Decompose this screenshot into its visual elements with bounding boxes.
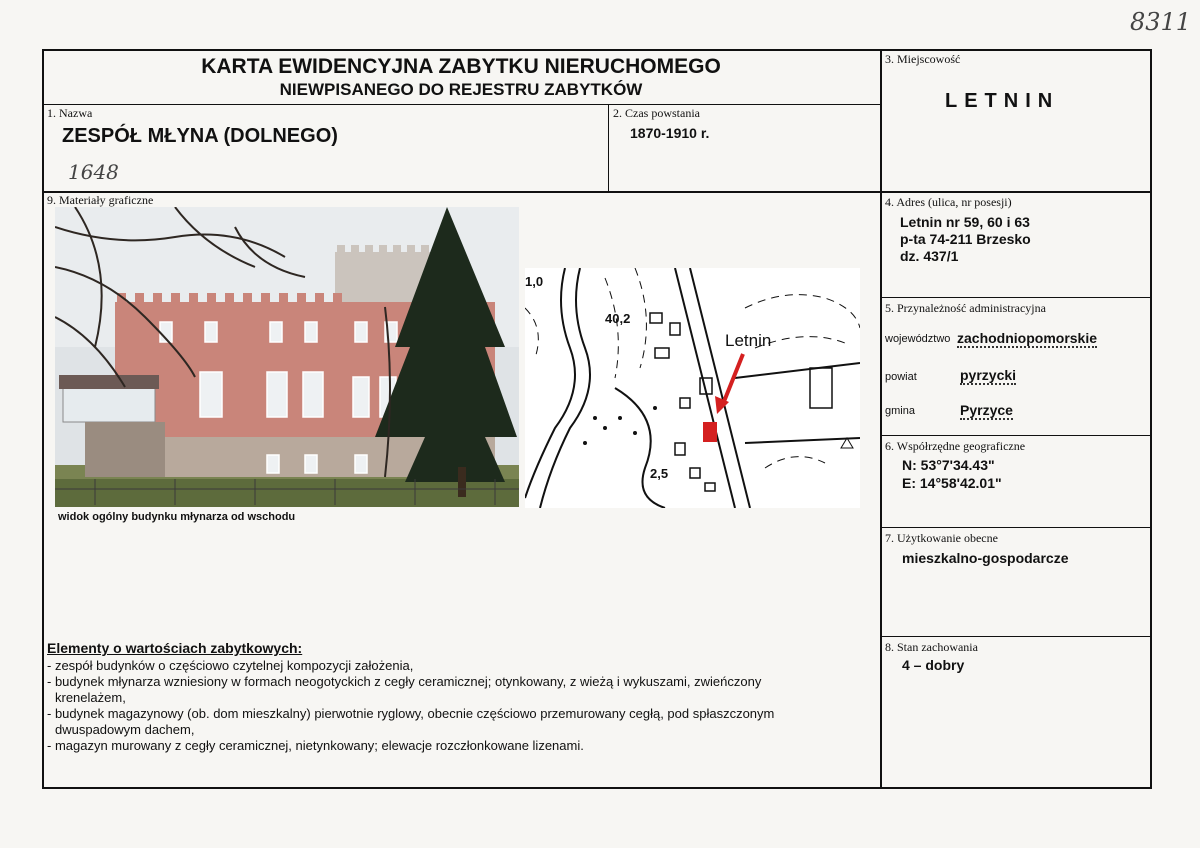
county-value: pyrzycki — [960, 367, 1017, 383]
list-item: - magazyn murowany z cegły ceramicznej, nietynkowany; elewacje rozczłonkowane lizenami. — [47, 738, 584, 753]
coordinate-east: E: 14°58'42.01" — [902, 475, 1002, 491]
name-handwritten-number: 1648 — [68, 160, 119, 184]
heritage-elements-heading: Elementy o wartościach zabytkowych: — [47, 640, 303, 656]
divider — [880, 435, 1152, 436]
usage-label: 7. Użytkowanie obecne — [885, 531, 998, 545]
voivodeship-label: województwo — [885, 333, 951, 345]
divider — [42, 191, 1152, 193]
coordinate-north: N: 53°7'34.43" — [902, 457, 995, 473]
corner-handwritten-number: 8311 — [1130, 8, 1192, 36]
coordinates-label: 6. Współrzędne geograficzne — [885, 439, 1026, 453]
voivodeship-value: zachodniopomorskie — [957, 330, 1098, 346]
divider — [608, 104, 609, 192]
address-line: p-ta 74-211 Brzesko — [900, 231, 1031, 247]
divider — [880, 527, 1152, 528]
map-location-marker — [703, 422, 717, 442]
date-label: 2. Czas powstania — [613, 106, 700, 120]
list-item: - budynek magazynowy (ob. dom mieszkalny) pierwotnie ryglowy, obecnie częściowo przemurowany cegłą, pod spłaszczonym — [47, 706, 775, 721]
graphics-label: 9. Materiały graficzne — [47, 193, 154, 207]
divider — [880, 297, 1152, 298]
list-item: - budynek młynarza wzniesiony w formach neogotyckich z cegły ceramicznej; otynkowany, z wieżą i wykuszami, zwieńczony — [47, 674, 762, 689]
list-item: - zespół budynków o częściowo czytelnej kompozycji założenia, — [47, 658, 414, 673]
commune-label: gmina — [885, 405, 915, 417]
county-label: powiat — [885, 371, 917, 383]
list-item: krenelażem, — [55, 690, 126, 705]
map-label-elevation: 2,5 — [650, 466, 669, 481]
building-photo — [55, 207, 519, 507]
divider — [880, 49, 882, 789]
locality-label: 3. Miejscowość — [885, 52, 961, 66]
condition-label: 8. Stan zachowania — [885, 640, 978, 654]
admin-label: 5. Przynależność administracyjna — [885, 301, 1046, 315]
divider — [42, 104, 880, 105]
map-label-letnin: Letnin — [725, 331, 772, 350]
address-label: 4. Adres (ulica, nr posesji) — [885, 195, 1012, 209]
name-label: 1. Nazwa — [47, 106, 93, 120]
location-map — [525, 268, 860, 508]
photo-caption: widok ogólny budynku młynarza od wschodu — [58, 511, 296, 523]
address-line: Letnin nr 59, 60 i 63 — [900, 214, 1030, 230]
commune-value: Pyrzyce — [960, 402, 1013, 418]
date-value: 1870-1910 r. — [630, 125, 710, 141]
locality-value: LETNIN — [945, 90, 1060, 112]
name-value: ZESPÓŁ MŁYNA (DOLNEGO) — [62, 125, 338, 147]
heritage-elements-list — [47, 658, 867, 754]
list-item: dwuspadowym dachem, — [55, 722, 195, 737]
map-label-elevation: 40,2 — [605, 311, 631, 326]
divider — [880, 636, 1152, 637]
usage-value: mieszkalno-gospodarcze — [902, 550, 1069, 566]
address-line: dz. 437/1 — [900, 248, 959, 264]
card-subtitle: NIEWPISANEGO DO REJESTRU ZABYTKÓW — [279, 80, 643, 99]
map-label-elevation: 1,0 — [525, 274, 544, 289]
condition-value: 4 – dobry — [902, 657, 965, 673]
card-title: KARTA EWIDENCYJNA ZABYTKU NIERUCHOMEGO — [201, 55, 721, 78]
